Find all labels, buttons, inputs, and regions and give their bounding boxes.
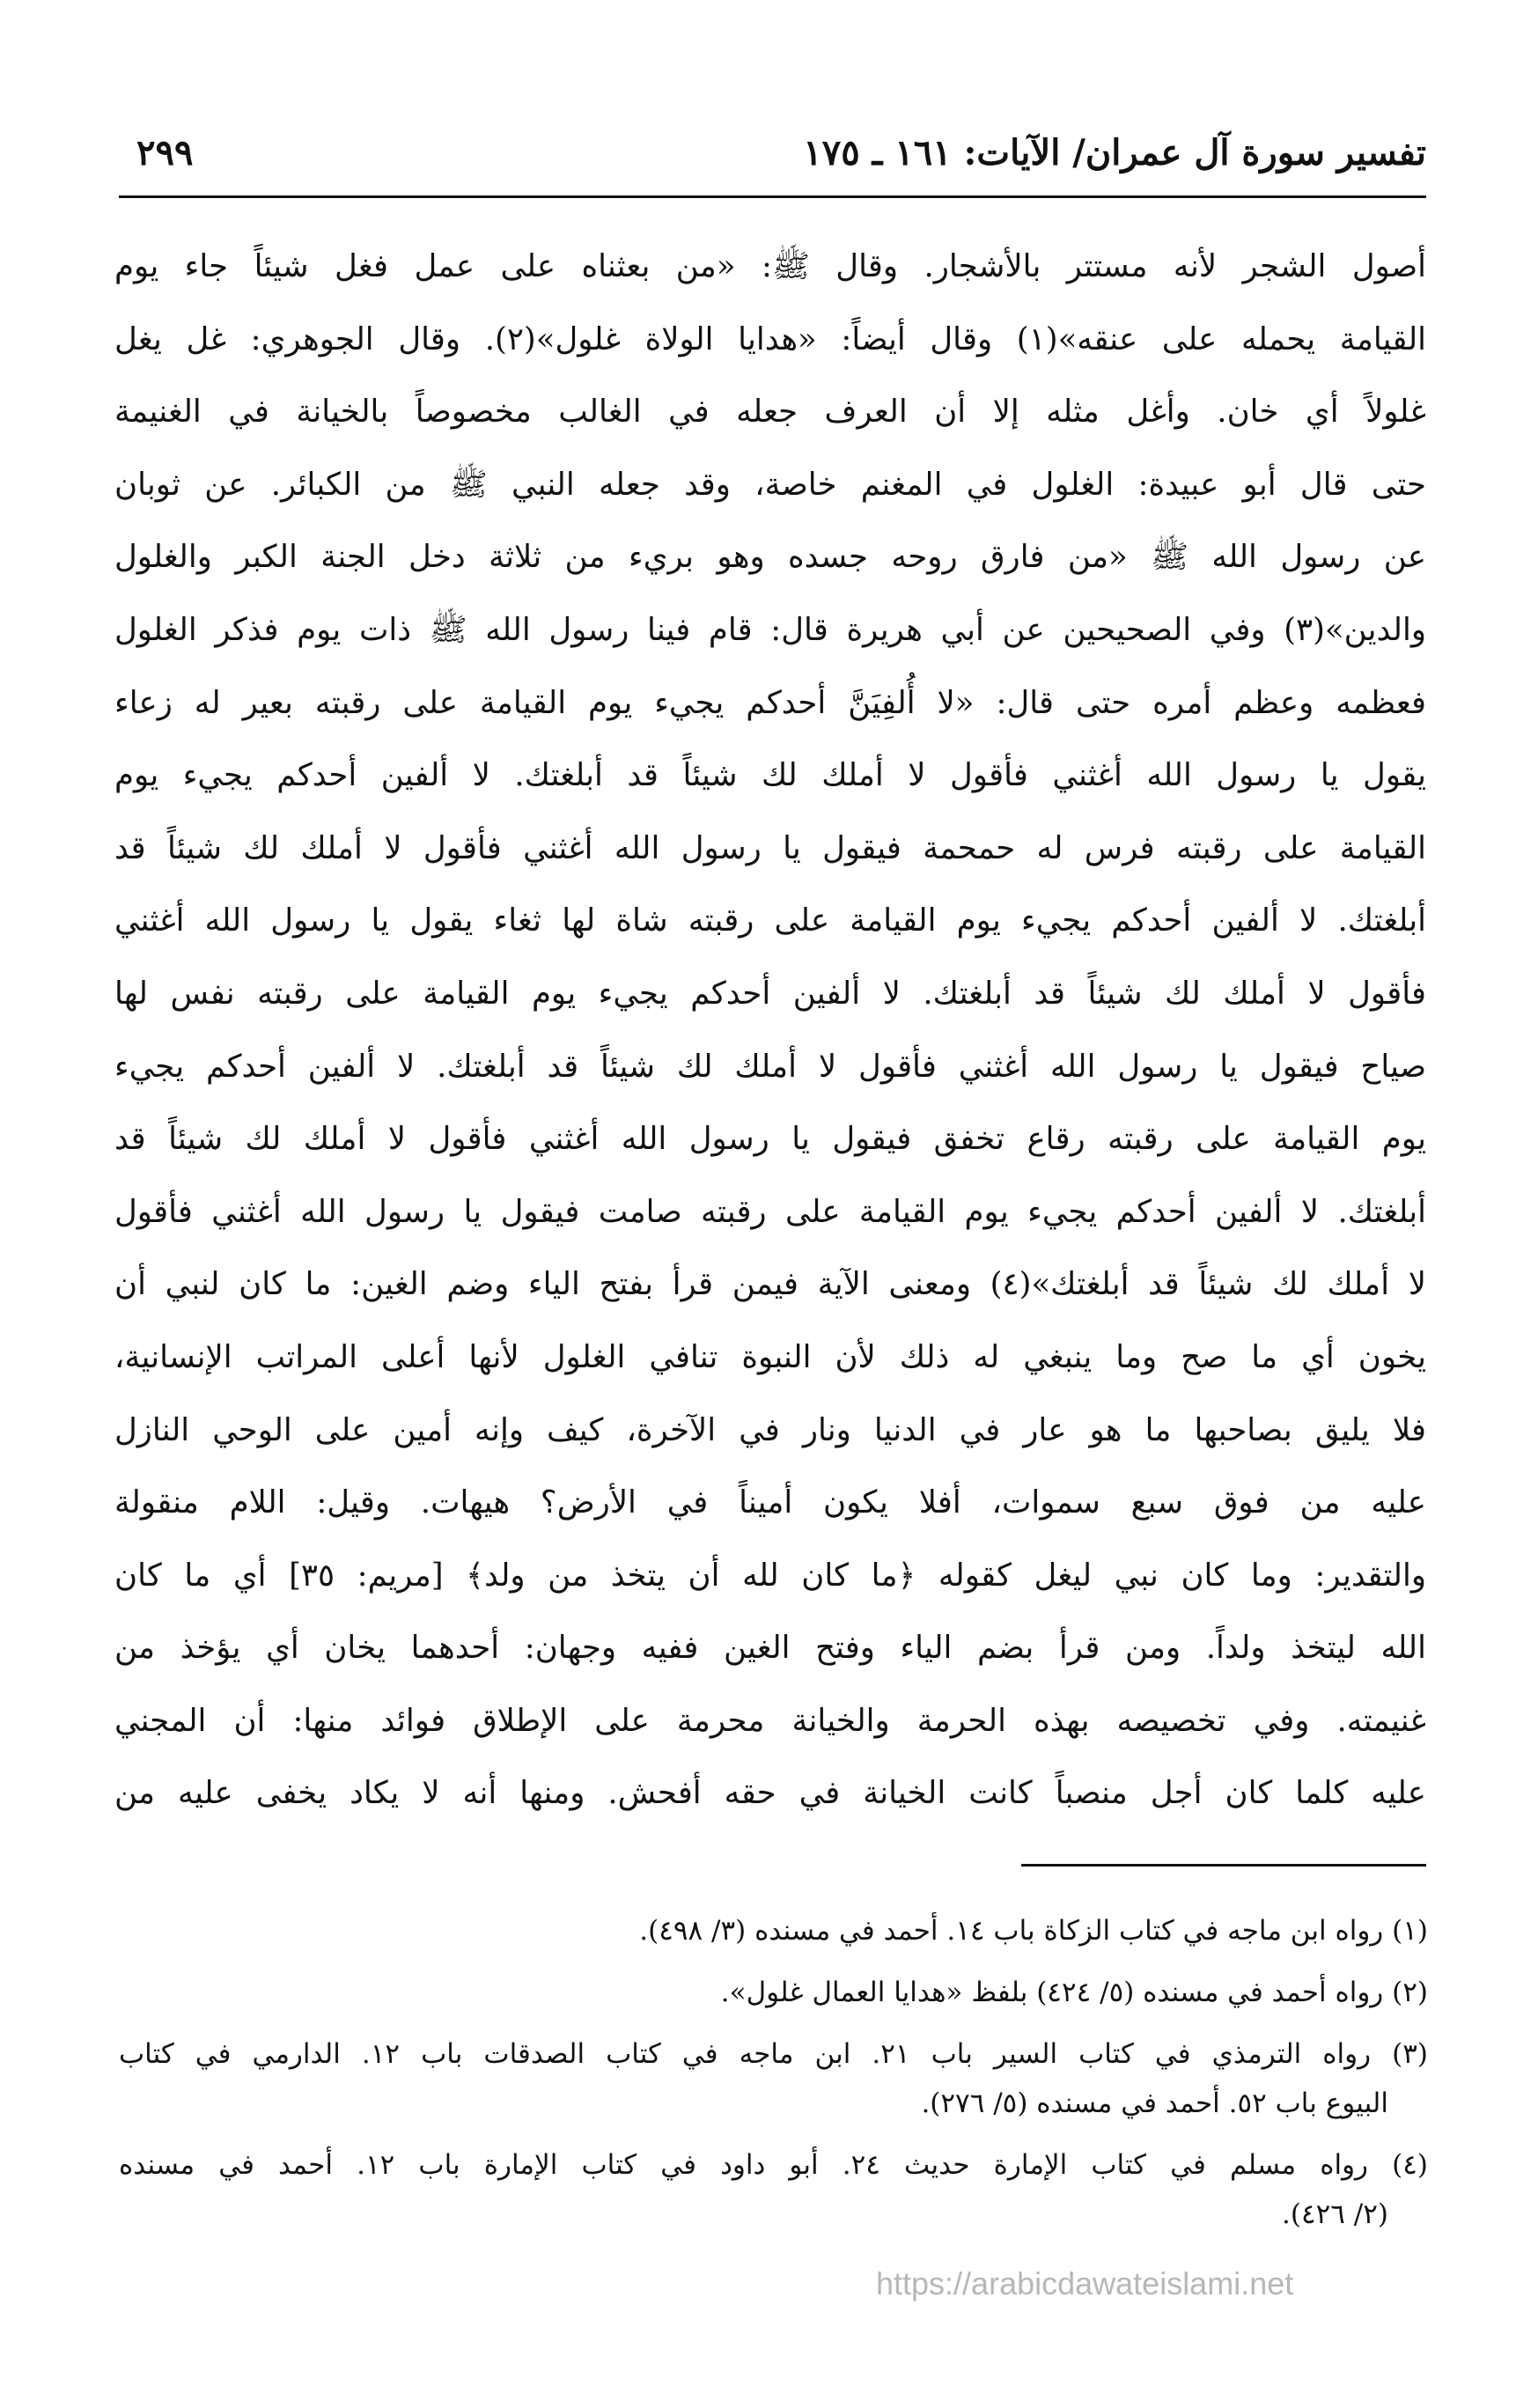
text-line: حتى قال أبو عبيدة: الغلول في المغنم خاصة، وقد جعله النبي ﷺ من الكبائر. عن ثوبان: [114, 466, 1426, 503]
watermark-url: https://arabicdawateislami.net: [876, 2265, 1294, 2301]
text-line: الله ليتخذ ولداً. ومن قرأ بضم الياء وفتح الغين ففيه وجهان: أحدهما يخان أي يؤخذ من: [114, 1630, 1426, 1667]
running-header: [119, 132, 1426, 194]
text-line: القيامة يحمله على عنقه»(١) وقال أيضاً: «هدايا الولاة غلول»(٢). وقال الجوهري: غل يغل: [114, 320, 1426, 357]
main-text: [114, 231, 1426, 1830]
text-line: غنيمته. وفي تخصيصه بهذه الحرمة والخيانة محرمة على الإطلاق فوائد منها: أن المجني: [114, 1702, 1426, 1739]
footnote-separator: [1021, 1864, 1426, 1867]
text-line: فلا يليق بصاحبها ما هو عار في الدنيا ونار في الآخرة، كيف وإنه أمين على الوحي النازل: [114, 1411, 1426, 1448]
page-number: ٢٩٩: [136, 132, 194, 173]
text-line: صياح فيقول يا رسول الله أغثني فأقول لا أملك لك شيئاً قد أبلغتك. لا ألفين أحدكم يجيء: [114, 1048, 1426, 1085]
footnote-4: (٤) رواه مسلم في كتاب الإمارة حديث ٢٤. أبو داود في كتاب الإمارة باب ١٢. أحمد في مسنده: [119, 2149, 1428, 2181]
text-line: أصول الشجر لأنه مستتر بالأشجار. وقال ﷺ: «من بعثناه على عمل فغل شيئاً جاء يوم: [114, 248, 1426, 284]
footnote-3: (٣) رواه الترمذي في كتاب السير باب ٢١. ابن ماجه في كتاب الصدقات باب ١٢. الدارمي في كتاب: [119, 2038, 1428, 2070]
header-title: تفسير سورة آل عمران/ الآيات: ١٦١ ـ ١٧٥: [803, 132, 1426, 173]
text-line: فأقول لا أملك لك شيئاً قد أبلغتك. لا ألفين أحدكم يجيء يوم القيامة على رقبته نفس لها: [114, 975, 1426, 1012]
text-line: القيامة على رقبته فرس له حمحمة فيقول يا رسول الله أغثني فأقول لا أملك لك شيئاً قد: [114, 829, 1426, 866]
footnote-1: (١) رواه ابن ماجه في كتاب الزكاة باب ١٤. أحمد في مسنده (٣/ ٤٩٨).: [639, 1915, 1428, 1947]
text-line: عليه من فوق سبع سموات، أفلا يكون أميناً في الأرض؟ هيهات. وقيل: اللام منقولة: [114, 1484, 1426, 1521]
text-line: يخون أي ما صح وما ينبغي له ذلك لأن النبوة تنافي الغلول لأنها أعلى المراتب الإنسانية،: [114, 1338, 1426, 1375]
text-line: فعظمه وعظم أمره حتى قال: «لا أُلفِيَنَّ أحدكم يجيء يوم القيامة على رقبته بعير له زعاء: [114, 684, 1426, 721]
text-line: غلولاً أي خان. وأغل مثله إلا أن العرف جعله في الغالب مخصوصاً بالخيانة في الغنيمة: [114, 394, 1426, 431]
text-line: أبلغتك. لا ألفين أحدكم يجيء يوم القيامة على رقبته صامت فيقول يا رسول الله أغثني فأقول: [114, 1193, 1426, 1230]
footnotes: [119, 1906, 1428, 2239]
text-line: عليه كلما كان أجل منصباً كانت الخيانة في حقه أفحش. ومنها أنه لا يكاد يخفى عليه من: [114, 1775, 1426, 1812]
text-line: لا أملك لك شيئاً قد أبلغتك»(٤) ومعنى الآية فيمن قرأ بفتح الياء وضم الغين: ما كان لنبي أن: [114, 1266, 1426, 1303]
text-line: يقول يا رسول الله أغثني فأقول لا أملك لك شيئاً قد أبلغتك. لا ألفين أحدكم يجيء يوم: [114, 757, 1426, 794]
footnote-2: (٢) رواه أحمد في مسنده (٥/ ٤٢٤) بلفظ «هدايا العمال غلول».: [720, 1977, 1428, 2008]
text-line: والدين»(٣) وفي الصحيحين عن أبي هريرة قال: قام فينا رسول الله ﷺ ذات يوم فذكر الغلول: [114, 611, 1426, 648]
text-line: يوم القيامة على رقبته رقاع تخفق فيقول يا رسول الله أغثني فأقول لا أملك لك شيئاً قد: [114, 1121, 1426, 1158]
footnote-3-continued: البيوع باب ٥٢. أحمد في مسنده (٥/ ٢٧٦).: [921, 2088, 1388, 2119]
footnote-4-continued: (٢/ ٤٢٦).: [1282, 2198, 1388, 2230]
header-rule: [119, 195, 1426, 198]
text-line: والتقدير: وما كان نبي ليغل كقوله ﴿ما كان لله أن يتخذ من ولد﴾ [مريم: ٣٥] أي ما كان: [114, 1557, 1426, 1594]
text-line: أبلغتك. لا ألفين أحدكم يجيء يوم القيامة على رقبته شاة لها ثغاء يقول يا رسول الله أغثني: [114, 902, 1426, 939]
text-line: عن رسول الله ﷺ «من فارق روحه جسده وهو بريء من ثلاثة دخل الجنة الكبر والغلول: [114, 539, 1426, 576]
